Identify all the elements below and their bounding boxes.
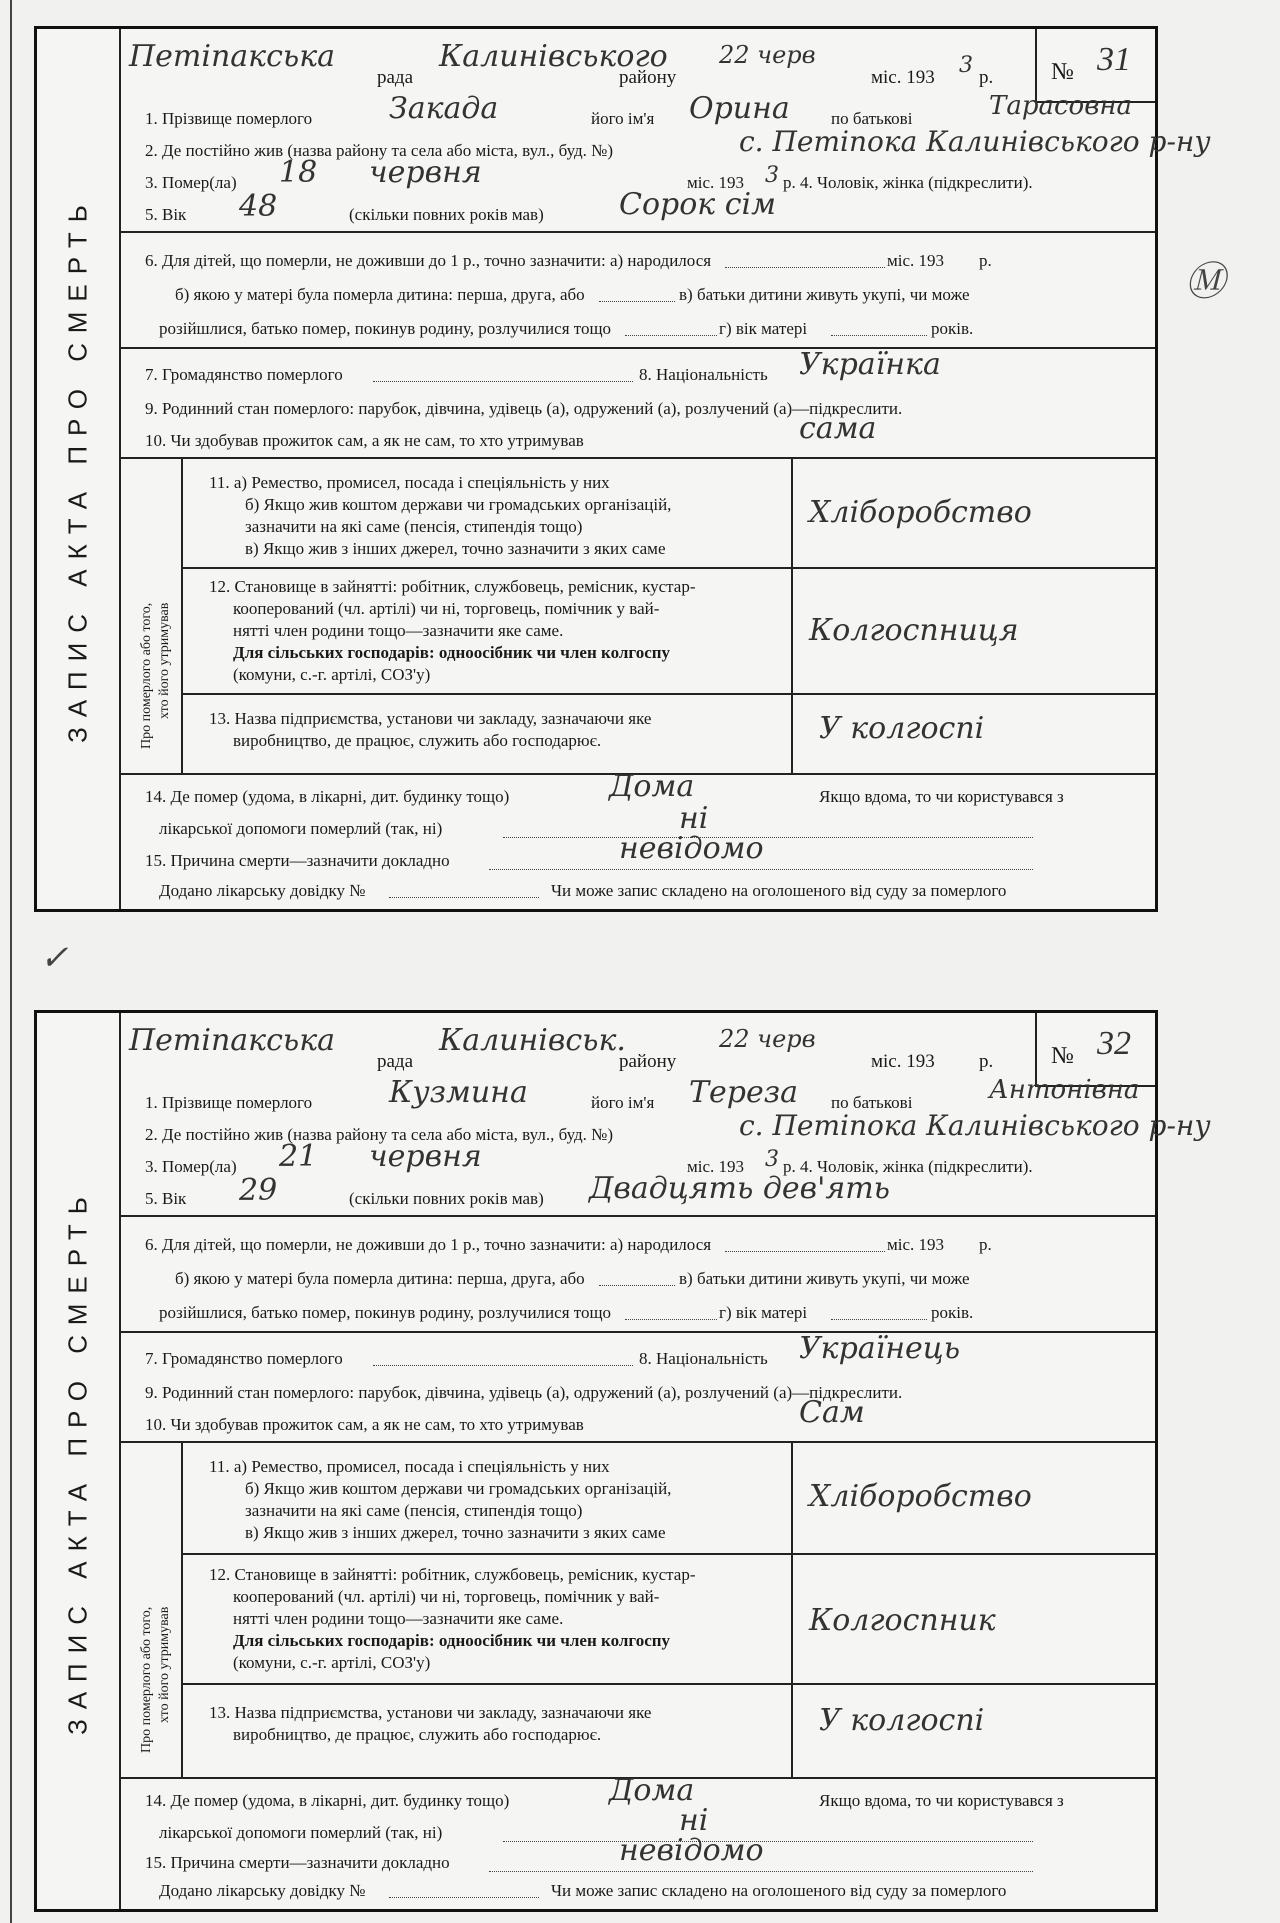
name-label: його ім'я [591, 109, 655, 128]
record-body [119, 1013, 1211, 1909]
child-born-month-label: міс. 193 [887, 251, 945, 270]
support-kind-label: зазначити на які саме (пенсія, стипендія тощо) [245, 1501, 583, 1520]
year-handwritten: 3 [959, 53, 973, 78]
farmer-status-label-2: (комуни, с.-г. артілі, СОЗ'у) [233, 1653, 431, 1672]
child-born-year-label: р. [979, 1235, 992, 1254]
home-care-label: Якщо вдома, то чи користувався з [819, 1791, 1064, 1810]
age-note: (скільки повних років мав) [349, 205, 544, 224]
workplace-value: У колгоспі [819, 711, 985, 746]
age-label: 5. Вік [145, 1189, 187, 1208]
cause-value: невідомо [619, 831, 764, 866]
surname-value: Закада [389, 91, 499, 126]
employment-status-value: Колгоспниця [809, 613, 1019, 648]
death-place-label: 14. Де помер (удома, в лікарні, дит. будинку тощо) [145, 787, 510, 806]
occupation-section-label-2: хто його утримував [157, 1606, 172, 1723]
year-label: р. [979, 67, 994, 88]
age-words-value: Сорок сім [619, 187, 777, 222]
child-born-year-label: р. [979, 251, 992, 270]
rayon-handwritten: Калинівського [439, 39, 668, 74]
death-record-card-32 [34, 1010, 1211, 1912]
surname-label: 1. Прізвище померлого [145, 109, 313, 128]
workplace-label-2: виробництво, де працює, служить або господарює. [233, 731, 602, 750]
month-year-label: міс. 193 [687, 1157, 745, 1176]
child-born-label: 6. Для дітей, що померли, не доживши до 1 р., точно зазначити: а) народилося [145, 251, 712, 270]
month-label: міс. 193 [871, 1051, 935, 1072]
rayon-label: району [619, 1051, 677, 1072]
child-order-label: б) якою у матері була померла дитина: перша, друга, або [175, 1269, 585, 1288]
death-place-value: Дома [609, 1773, 695, 1808]
years-label: років. [931, 319, 974, 338]
cause-label: 15. Причина смерти—зазначити докладно [145, 851, 450, 870]
death-place-value: Дома [609, 769, 695, 804]
rayon-handwritten: Калинівськ. [439, 1023, 626, 1058]
child-born-month-label: міс. 193 [887, 1235, 945, 1254]
medical-help-value: ні [679, 801, 709, 836]
page-edge-line [10, 0, 12, 1923]
rada-handwritten: Петіпакська [129, 39, 336, 74]
number-label: № [1051, 59, 1074, 85]
employment-status-label: 12. Становище в зайнятті: робітник, службовець, ремісник, кустар- [209, 577, 696, 596]
parents-status-label: розійшлися, батько помер, покинув родину, розлучилися тощо [159, 319, 612, 338]
residence-label: 2. Де постійно жив (назва району та села або міста, вул., буд. №) [145, 141, 614, 160]
court-record-label: Чи може запис складено на оголошеного від суду за померлого [551, 1881, 1007, 1900]
side-title: ЗАПИС АКТА ПРО СМЕРТЬ [62, 1187, 93, 1735]
month-label: міс. 193 [871, 67, 935, 88]
child-order-label: б) якою у матері була померла дитина: перша, друга, або [175, 285, 585, 304]
citizenship-label: 7. Громадянство померлого [145, 365, 343, 384]
employment-status-value: Колгоспник [809, 1603, 996, 1638]
death-place-label: 14. Де помер (удома, в лікарні, дит. будинку тощо) [145, 1791, 510, 1810]
sex-label: р. 4. Чоловік, жінка (підкреслити). [783, 1157, 1033, 1176]
margin-annotation: Ⓜ [1185, 259, 1225, 304]
profession-label: 11. а) Ремество, промисел, посада і спеціяльність у них [209, 1457, 610, 1476]
death-year-value: 3 [765, 163, 779, 188]
patronymic-value: Тарасовна [989, 91, 1132, 121]
profession-label: 11. а) Ремество, промисел, посада і спеціяльність у них [209, 473, 610, 492]
child-born-label: 6. Для дітей, що померли, не доживши до 1 р., точно зазначити: а) народилося [145, 1235, 712, 1254]
years-label: років. [931, 1303, 974, 1322]
death-day-value: 21 [279, 1139, 318, 1174]
profession-value: Хліборобство [809, 495, 1032, 530]
surname-value: Кузмина [389, 1075, 528, 1110]
nationality-value: Українка [799, 347, 941, 382]
livelihood-value: сама [799, 411, 877, 446]
employment-status-label-3: нятті член родини тощо—зазначити яке саме. [233, 1609, 564, 1628]
age-words-value: Двадцять дев'ять [589, 1171, 890, 1206]
occupation-section-label-2: хто його утримував [157, 602, 172, 719]
patronymic-value: Антонівна [989, 1075, 1140, 1105]
age-note: (скільки повних років мав) [349, 1189, 544, 1208]
parents-label: в) батьки дитини живуть укупі, чи може [679, 285, 970, 304]
age-label: 5. Вік [145, 205, 187, 224]
rada-label: рада [377, 67, 414, 88]
month-year-label: міс. 193 [687, 173, 745, 192]
mother-age-label: г) вік матері [719, 1303, 808, 1322]
workplace-label-2: виробництво, де працює, служить або господарює. [233, 1725, 602, 1744]
patronymic-label: по батькові [831, 109, 913, 128]
age-value: 48 [239, 189, 278, 224]
name-value: Тереза [689, 1075, 798, 1110]
age-value: 29 [239, 1173, 278, 1208]
nationality-label: 8. Національність [639, 1349, 768, 1368]
side-title: ЗАПИС АКТА ПРО СМЕРТЬ [62, 195, 93, 743]
livelihood-label: 10. Чи здобував прожиток сам, а як не сам, то хто утримував [145, 431, 584, 450]
surname-label: 1. Прізвище померлого [145, 1093, 313, 1112]
profession-value: Хліборобство [809, 1479, 1032, 1514]
date-handwritten: 22 черв [719, 41, 816, 69]
residence-value: с. Петіпока Калинівського р-ну [739, 125, 1211, 158]
death-date-label: 3. Помер(ла) [145, 173, 237, 192]
death-day-value: 18 [279, 155, 318, 190]
farmer-status-label: Для сільських господарів: одноосібник чи член колгоспу [233, 643, 671, 662]
state-support-label: б) Якщо жив коштом держави чи громадських організацій, [245, 495, 672, 514]
employment-status-label: 12. Становище в зайнятті: робітник, службовець, ремісник, кустар- [209, 1565, 696, 1584]
death-record-card-31 [34, 26, 1211, 912]
death-month-value: червня [369, 155, 482, 190]
handwritten-mark: ✓ [40, 940, 69, 977]
number-label: № [1051, 1043, 1074, 1069]
sex-label: р. 4. Чоловік, жінка (підкреслити). [783, 173, 1033, 192]
residence-label: 2. Де постійно жив (назва району та села або міста, вул., буд. №) [145, 1125, 614, 1144]
parents-label: в) батьки дитини живуть укупі, чи може [679, 1269, 970, 1288]
medical-help-label: лікарської допомоги померлий (так, ні) [159, 819, 443, 838]
occupation-section-label-1: Про померлого або того, [139, 602, 154, 749]
nationality-label: 8. Національність [639, 365, 768, 384]
residence-value: с. Петіпока Калинівського р-ну [739, 1109, 1211, 1142]
patronymic-label: по батькові [831, 1093, 913, 1112]
home-care-label: Якщо вдома, то чи користувався з [819, 787, 1064, 806]
name-value: Орина [689, 91, 790, 126]
mother-age-label: г) вік матері [719, 319, 808, 338]
workplace-value: У колгоспі [819, 1703, 985, 1738]
nationality-value: Українець [799, 1331, 961, 1366]
workplace-label: 13. Назва підприємства, установи чи закладу, зазначаючи яке [209, 1703, 652, 1722]
employment-status-label-3: нятті член родини тощо—зазначити яке саме. [233, 621, 564, 640]
medical-certificate-label: Додано лікарську довідку № [159, 881, 366, 900]
date-handwritten: 22 черв [719, 1025, 816, 1053]
livelihood-value: Сам [799, 1395, 865, 1430]
marital-status-label: 9. Родинний стан померлого: парубок, дівчина, удівець (а), одружений (а), розлучений (а)—підкреслити. [145, 1383, 903, 1402]
death-year-value: 3 [765, 1147, 779, 1172]
death-date-label: 3. Помер(ла) [145, 1157, 237, 1176]
cause-label: 15. Причина смерти—зазначити докладно [145, 1853, 450, 1872]
court-record-label: Чи може запис складено на оголошеного від суду за померлого [551, 881, 1007, 900]
employment-status-label-2: кооперований (чл. артілі) чи ні, торговець, помічник у вай- [233, 599, 660, 618]
rayon-label: району [619, 67, 677, 88]
record-number: 31 [1097, 41, 1131, 78]
employment-status-label-2: кооперований (чл. артілі) чи ні, торговець, помічник у вай- [233, 1587, 660, 1606]
livelihood-label: 10. Чи здобував прожиток сам, а як не сам, то хто утримував [145, 1415, 584, 1434]
death-month-value: червня [369, 1139, 482, 1174]
occupation-section-label-1: Про померлого або того, [139, 1606, 154, 1753]
record-body [119, 29, 1211, 909]
citizenship-label: 7. Громадянство померлого [145, 1349, 343, 1368]
state-support-label: б) Якщо жив коштом держави чи громадських організацій, [245, 1479, 672, 1498]
marital-status-label: 9. Родинний стан померлого: парубок, дівчина, удівець (а), одружений (а), розлучений (а)—підкреслити. [145, 399, 903, 418]
rada-label: рада [377, 1051, 414, 1072]
cause-value: невідомо [619, 1833, 764, 1868]
support-kind-label: зазначити на які саме (пенсія, стипендія тощо) [245, 517, 583, 536]
name-label: його ім'я [591, 1093, 655, 1112]
record-number: 32 [1097, 1025, 1131, 1062]
farmer-status-label-2: (комуни, с.-г. артілі, СОЗ'у) [233, 665, 431, 684]
medical-help-label: лікарської допомоги померлий (так, ні) [159, 1823, 443, 1842]
medical-certificate-label: Додано лікарську довідку № [159, 1881, 366, 1900]
side-panel [37, 29, 121, 909]
medical-help-value: ні [679, 1803, 709, 1838]
farmer-status-label: Для сільських господарів: одноосібник чи член колгоспу [233, 1631, 671, 1650]
workplace-label: 13. Назва підприємства, установи чи закладу, зазначаючи яке [209, 709, 652, 728]
side-panel [37, 1013, 121, 1909]
other-sources-label: в) Якщо жив з інших джерел, точно зазначити з яких саме [245, 539, 666, 558]
other-sources-label: в) Якщо жив з інших джерел, точно зазначити з яких саме [245, 1523, 666, 1542]
rada-handwritten: Петіпакська [129, 1023, 336, 1058]
parents-status-label: розійшлися, батько помер, покинув родину, розлучилися тощо [159, 1303, 612, 1322]
year-label: р. [979, 1051, 994, 1072]
